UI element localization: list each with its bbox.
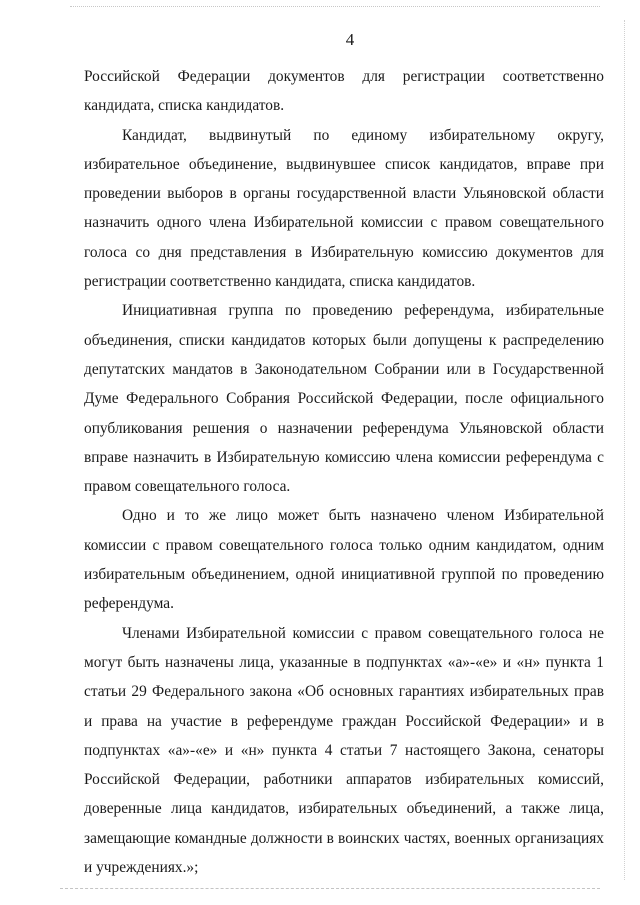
paragraph-continuation: Российской Федерации документов для регистрации соответственно кандидата, списка кандидатов. — [84, 68, 604, 115]
paragraph-candidate-appointment: Кандидат, выдвинутый по единому избирательному округу, избирательное объединение, выдвинувшее список кандидатов, вправе при проведении выборов в органы государственной власти Ульяновской области назначить одного члена Избирательной комиссии с правом совещательного голоса со дня представления в Избирательную комиссию документов для регистрации соответственно кандидата, списка кандидатов. — [84, 126, 604, 291]
paragraph-restrictions: Членами Избирательной комиссии с правом совещательного голоса не могут быть назначены лица, указанные в подпунктах «а»-«е» и «н» пункта 1 статьи 29 Федерального закона «Об основных гарантиях избирательных прав и права на участие в референдуме граждан Российской Федерации» и в подпунктах «а»-«е» и «н» пункта 4 статьи 7 настоящего Закона, сенаторы Российской Федерации, работники аппаратов избирательных комиссий, доверенные лица кандидатов, избирательных объединений, а также лица, замещающие командные должности в воинских частях, военных организациях и учреждениях.»; — [84, 624, 604, 877]
document-body — [84, 62, 604, 882]
paragraph-initiative-group: Инициативная группа по проведению референдума, избирательные объединения, списки кандидатов которых были допущены к распределению депутатских мандатов в Законодательном Собрании или в Государственной Думе Федерального Собрания Российской Федерации, после официального опубликования решения о назначении референдума Ульяновской области вправе назначить в Избирательную комиссию члена комиссии референдума с правом совещательного голоса. — [84, 302, 604, 496]
scan-edge-top — [70, 6, 600, 8]
paragraph-single-appointment: Одно и то же лицо может быть назначено членом Избирательной комиссии с правом совещательного голоса только одним кандидатом, одним избирательным объединением, одной инициативной группой по проведению референдума. — [84, 507, 604, 613]
scan-edge-bottom — [60, 888, 600, 890]
page-number: 4 — [345, 30, 355, 49]
scan-edge-right — [624, 20, 626, 880]
